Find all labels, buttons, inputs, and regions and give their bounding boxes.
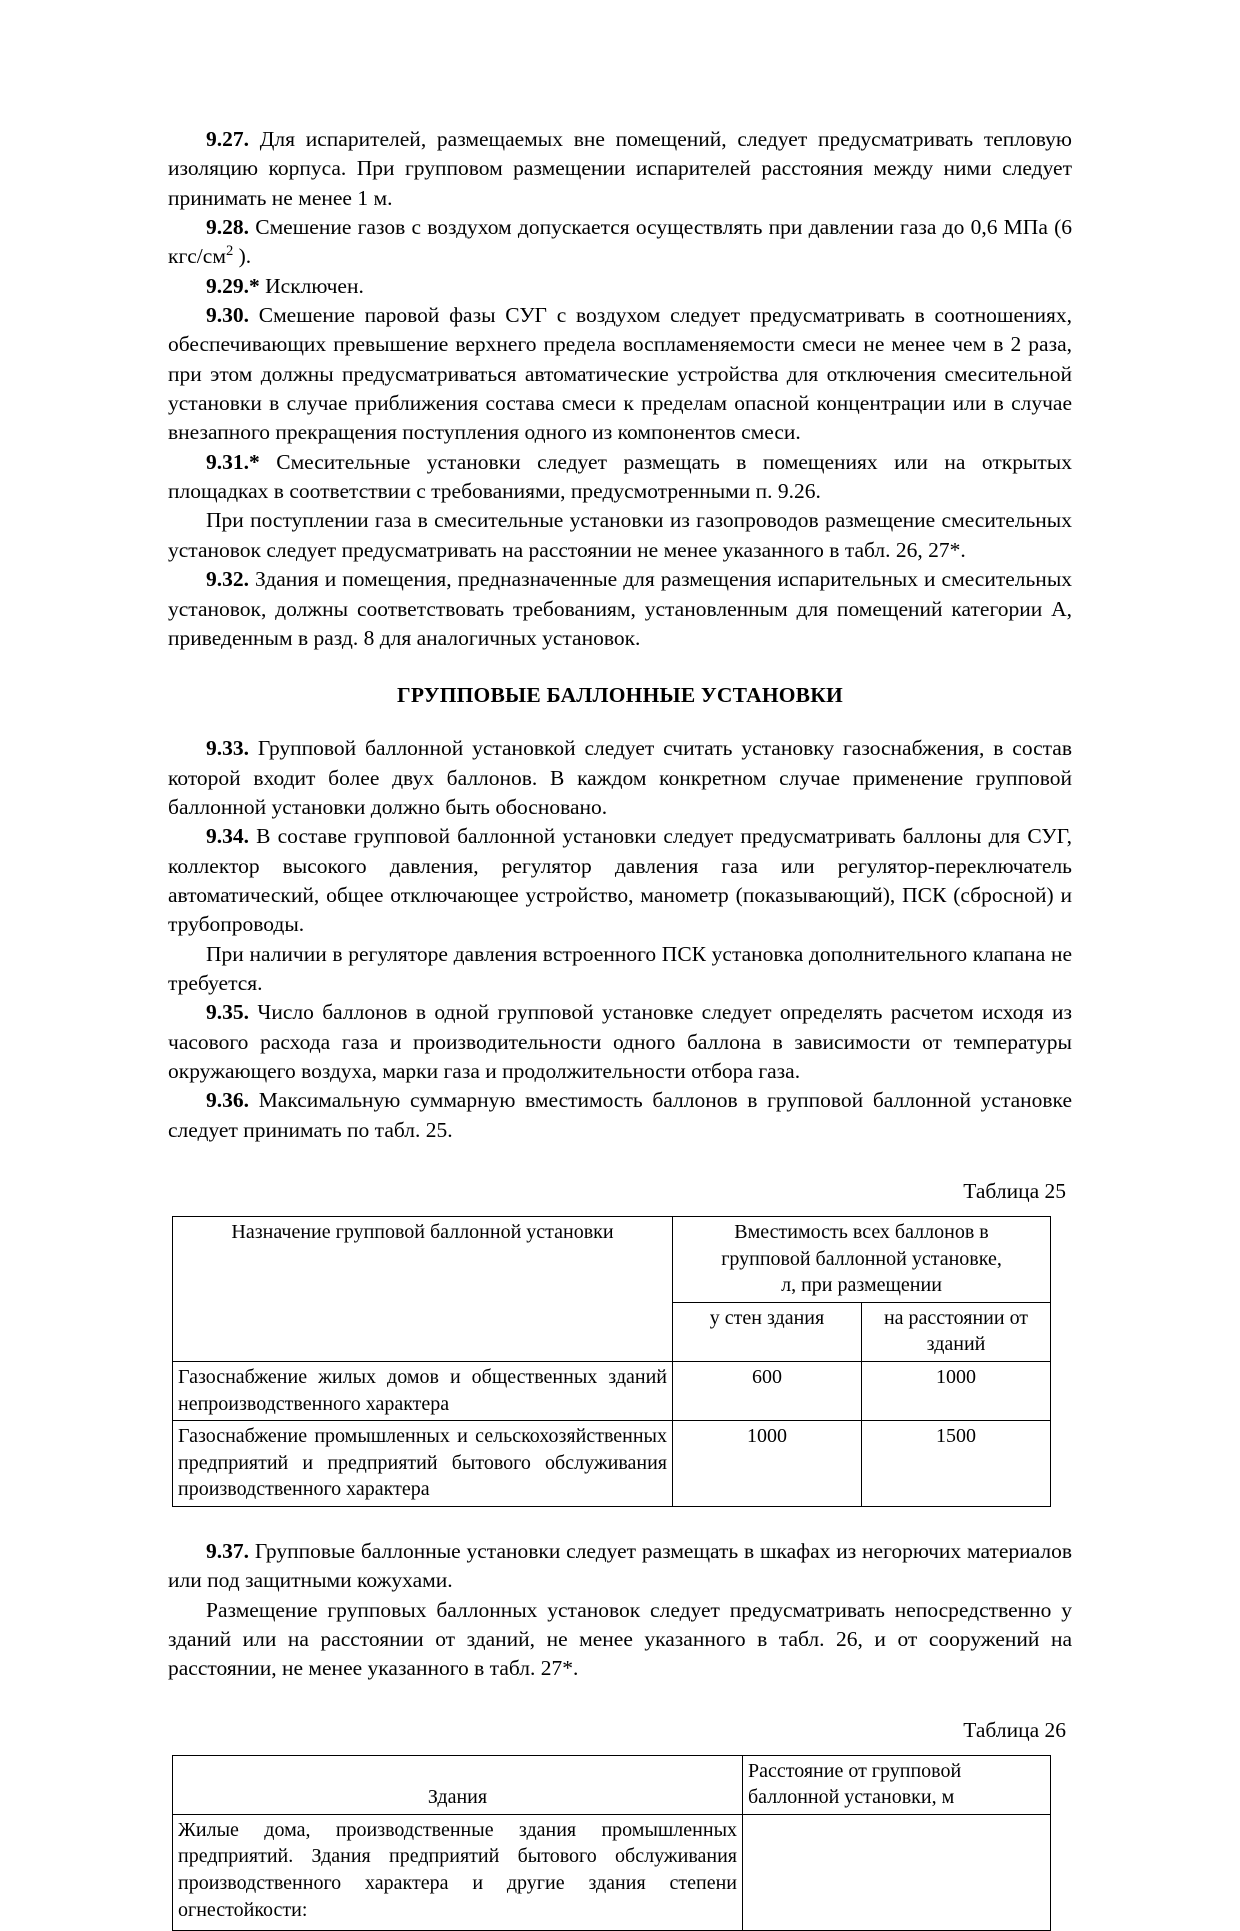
table-25-caption: Таблица 25 — [963, 1179, 1066, 1203]
paragraph-number: 9.36. — [206, 1088, 249, 1113]
table-header-row — [173, 1755, 1051, 1814]
paragraph-9-30 — [168, 301, 1072, 448]
paragraph-number: 9.29.* — [206, 273, 260, 298]
paragraph-9-36 — [168, 1086, 1072, 1145]
table-25-cell-at-distance: 1000 — [862, 1361, 1051, 1420]
table-25-cell-purpose: Газоснабжение промышленных и сельскохозяйственных предприятий и предприятий бытового обслуживания производственного характера — [173, 1421, 673, 1507]
paragraph-text: Число баллонов в одной групповой установке следует определять расчетом исходя из часового расхода газа и производительности одного баллона в зависимости от температуры окружающего воздуха, марки газа и продолжительности отбора газа. — [168, 1000, 1072, 1083]
paragraph-number: 9.31.* — [206, 449, 260, 474]
table-25-cell-at-distance: 1500 — [862, 1421, 1051, 1507]
section-heading: ГРУППОВЫЕ БАЛЛОННЫЕ УСТАНОВКИ — [397, 683, 843, 708]
header-line-1: Расстояние от групповой — [748, 1759, 962, 1782]
table-26-cell-distance — [743, 1814, 1051, 1930]
table-26-header-buildings: Здания — [173, 1755, 743, 1814]
paragraph-number: 9.28. — [206, 215, 249, 240]
paragraph-number: 9.27. — [206, 127, 249, 151]
table-25-header-at-distance — [862, 1302, 1051, 1361]
paragraph-9-31 — [168, 448, 1072, 507]
superscript-two: 2 — [225, 243, 234, 260]
paragraph-text: Исключен. — [265, 273, 364, 298]
table-row — [173, 1814, 1051, 1930]
paragraph-text: Для испарителей, размещаемых вне помещений, следует предусматривать тепловую изоляцию корпуса. При групповом размещении испарителей расстояния между ними следует принимать не менее 1 м. — [168, 127, 1072, 210]
header-line-1: на расстоянии от — [883, 1306, 1029, 1329]
paragraph-text: Здания и помещения, предназначенные для размещения испарительных и смесительных установок, должны соответствовать требованиям, установленным для помещений категории А, приведенным в разд. 8 для аналогичных установок. — [168, 567, 1073, 650]
header-line-2: зданий — [926, 1333, 986, 1356]
header-line-3: л, при размещении — [781, 1274, 942, 1297]
paragraph-number: 9.33. — [206, 736, 249, 761]
paragraph-9-29 — [168, 272, 1072, 301]
paragraph-9-37 — [168, 1537, 1072, 1596]
paragraph-text: Смешение паровой фазы СУГ с воздухом следует предусматривать в соотношениях, обеспечивающих превышение верхнего предела воспламеняемости смеси не менее чем в 2 раза, при этом должны предусматриваться автоматические устройства для отключения смесительной установки в случае приближения состава смеси к пределам опасной концентрации или в случае внезапного прекращения поступления одного из компонентов смеси. — [168, 303, 1073, 445]
paragraph-number: 9.30. — [206, 303, 249, 328]
table-26-body — [173, 1814, 1051, 1930]
table-25-body — [173, 1361, 1051, 1506]
table-row — [173, 1421, 1051, 1507]
page-content — [168, 125, 1072, 1931]
table-25 — [172, 1216, 1051, 1507]
table-25-head — [173, 1217, 1051, 1362]
table-26-cell-buildings: Жилые дома, производственные здания промышленных предприятий. Здания предприятий бытового обслуживания производственного характера и другие здания степени огнестойкости: — [173, 1814, 743, 1930]
table-25-cell-at-wall: 600 — [673, 1361, 862, 1420]
table-26-header-distance — [743, 1755, 1051, 1814]
paragraph-text: При поступлении газа в смесительные установки из газопроводов размещение смесительных установок следует предусматривать на расстоянии не менее указанного в табл. 26, 27*. — [168, 508, 1072, 562]
table-26-wrapper — [168, 1755, 1072, 1931]
paragraph-number: 9.34. — [206, 824, 249, 849]
paragraph-text: Смесительные установки следует размещать в помещениях или на открытых площадках в соответствии с требованиями, предусмотренными п. 9.26. — [168, 449, 1072, 504]
table-header-row — [173, 1217, 1051, 1303]
paragraph-text-tail: ). — [233, 244, 252, 269]
table-26-caption: Таблица 26 — [963, 1717, 1066, 1742]
paragraph-text: Групповые баллонные установки следует размещать в шкафах из негорючих материалов или под защитными кожухами. — [168, 1538, 1072, 1593]
paragraph-text: В составе групповой баллонной установки следует предусматривать баллоны для СУГ, коллектор высокого давления, регулятор давления газа или регулятор-переключатель автоматический, общее отключающее устройство, манометр (показывающий), ПСК (сбросной) и трубопроводы. — [168, 824, 1072, 937]
paragraph-9-33 — [168, 734, 1072, 822]
table-25-header-at-wall: у стен здания — [673, 1302, 862, 1361]
paragraph-text: Групповой баллонной установкой следует считать установку газоснабжения, в состав которой входит более двух баллонов. В каждом конкретном случае применение групповой баллонной установки должно быть обосновано. — [168, 736, 1072, 819]
paragraph-number: 9.37. — [206, 1538, 249, 1563]
header-line-2: баллонной установки, м — [748, 1786, 955, 1809]
header-line-2: групповой баллонной установке, — [721, 1247, 1002, 1270]
paragraph-number: 9.35. — [206, 1000, 249, 1025]
paragraph-9-34-continued — [168, 940, 1072, 999]
paragraph-9-37-continued — [168, 1596, 1072, 1684]
table-25-cell-at-wall: 1000 — [673, 1421, 862, 1507]
paragraph-text: Размещение групповых баллонных установок следует предусматривать непосредственно у зданий или на расстоянии от зданий, не менее указанного в табл. 26, и от сооружений на расстоянии, не менее указанного в табл. 27*. — [168, 1597, 1072, 1681]
paragraph-9-34 — [168, 822, 1072, 939]
paragraph-text: При наличии в регуляторе давления встроенного ПСК установка дополнительного клапана не требуется. — [168, 941, 1072, 995]
paragraph-9-28 — [168, 213, 1072, 272]
table-row — [173, 1361, 1051, 1420]
paragraph-9-32 — [168, 565, 1072, 653]
paragraph-number: 9.32. — [206, 567, 249, 592]
table-25-wrapper — [168, 1216, 1072, 1507]
paragraph-text: Смешение газов с воздухом допускается осуществлять при давлении газа до 0,6 МПа (6 кгс/см — [168, 215, 1072, 269]
table-26-head — [173, 1755, 1051, 1814]
paragraph-9-27 — [168, 125, 1072, 213]
table-25-header-purpose: Назначение групповой баллонной установки — [173, 1217, 673, 1362]
table-26 — [172, 1755, 1051, 1931]
paragraph-text: Максимальную суммарную вместимость баллонов в групповой баллонной установке следует принимать по табл. 25. — [168, 1088, 1073, 1142]
paragraph-9-31-continued — [168, 506, 1072, 565]
header-line-1: Вместимость всех баллонов в — [734, 1221, 989, 1243]
paragraph-9-35 — [168, 998, 1072, 1086]
table-25-header-capacity-group — [673, 1217, 1051, 1303]
table-25-cell-purpose: Газоснабжение жилых домов и общественных зданий непроизводственного характера — [173, 1361, 673, 1420]
